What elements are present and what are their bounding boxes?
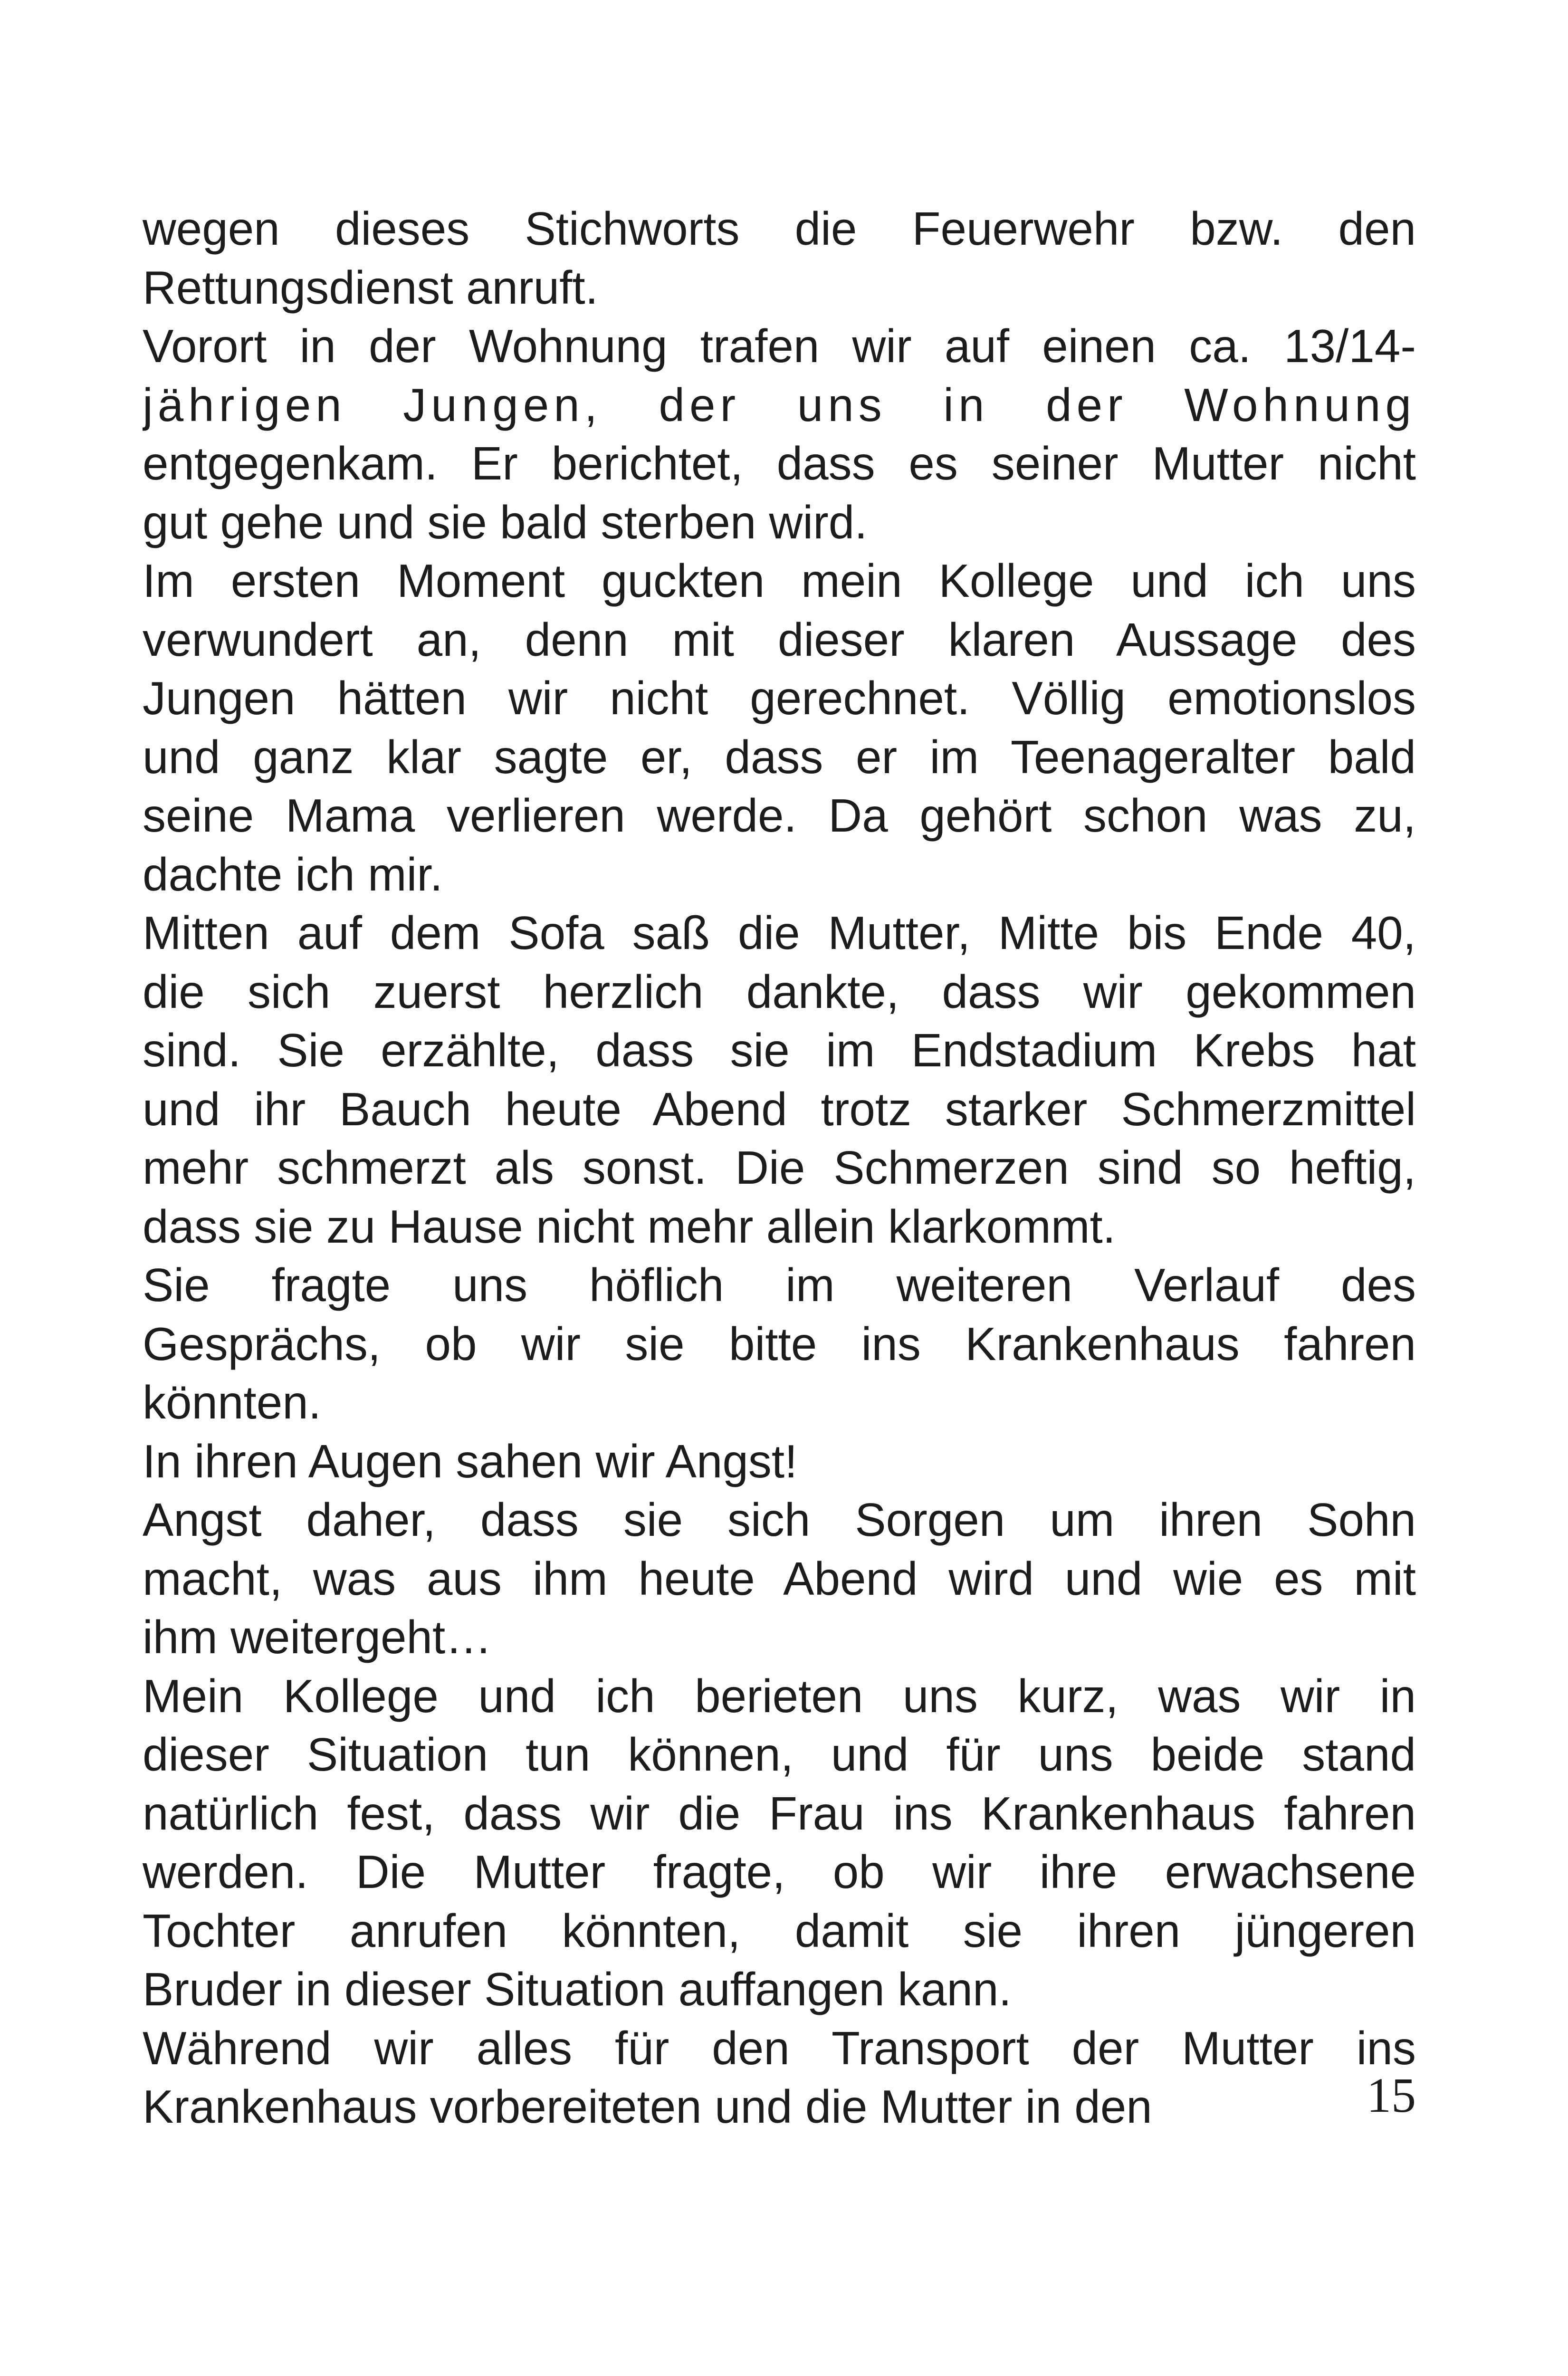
paragraph	[143, 552, 1416, 904]
page-number: 15	[1367, 2068, 1416, 2123]
text-line: gut gehe und sie bald sterben wird.	[143, 496, 868, 548]
paragraph	[143, 1256, 1416, 1432]
text-line: Sie fragte uns höflich im weiteren Verlauf des	[143, 1259, 1416, 1311]
text-line: Im ersten Moment guckten mein Kollege und ich uns	[143, 555, 1416, 607]
paragraph	[143, 1432, 1416, 1491]
text-line: Mein Kollege und ich berieten uns kurz, was wir in	[143, 1669, 1416, 1722]
text-line: sind. Sie erzählte, dass sie im Endstadium Krebs hat	[143, 1024, 1416, 1076]
text-line: Bruder in dieser Situation auffangen kann.	[143, 1963, 1012, 2015]
paragraph	[143, 904, 1416, 1256]
text-line: In ihren Augen sahen wir Angst!	[143, 1435, 798, 1487]
text-line: Gesprächs, ob wir sie bitte ins Krankenhaus fahren	[143, 1317, 1416, 1370]
text-line: und ihr Bauch heute Abend trotz starker Schmerzmittel	[143, 1083, 1416, 1135]
text-line: mehr schmerzt als sonst. Die Schmerzen sind so heftig,	[143, 1141, 1416, 1194]
text-line: entgegenkam. Er berichtet, dass es seiner Mutter nicht	[143, 437, 1416, 489]
text-line: Vorort in der Wohnung trafen wir auf einen ca. 13/14-	[143, 320, 1416, 372]
text-line: werden. Die Mutter fragte, ob wir ihre erwachsene	[143, 1846, 1416, 1898]
text-line: natürlich fest, dass wir die Frau ins Krankenhaus fahren	[143, 1787, 1416, 1839]
text-line: Rettungsdienst anruft.	[143, 261, 598, 314]
text-line: Während wir alles für den Transport der Mutter ins	[143, 2022, 1416, 2074]
text-line: Krankenhaus vorbereiteten und die Mutter in den	[143, 2080, 1152, 2133]
body-text	[143, 200, 1416, 2136]
text-line: seine Mama verlieren werde. Da gehört schon was zu,	[143, 789, 1416, 842]
text-line: Tochter anrufen könnten, damit sie ihren jüngeren	[143, 1904, 1416, 1957]
text-line: wegen dieses Stichworts die Feuerwehr bzw. den	[143, 202, 1416, 255]
text-line: verwundert an, denn mit dieser klaren Aussage des	[143, 613, 1416, 666]
text-line: Angst daher, dass sie sich Sorgen um ihren Sohn	[143, 1494, 1416, 1546]
text-line: jährigen Jungen, der uns in der Wohnung	[143, 378, 1416, 431]
text-line: Jungen hätten wir nicht gerechnet. Völlig emotionslos	[143, 672, 1416, 724]
paragraph	[143, 317, 1416, 552]
text-line: dass sie zu Hause nicht mehr allein klarkommt.	[143, 1200, 1116, 1253]
paragraph	[143, 200, 1416, 317]
text-line: ihm weitergeht…	[143, 1611, 492, 1663]
text-line: und ganz klar sagte er, dass er im Teenageralter bald	[143, 730, 1416, 783]
paragraph	[143, 2019, 1416, 2136]
paragraph	[143, 1667, 1416, 2019]
text-line: Mitten auf dem Sofa saß die Mutter, Mitte bis Ende 40,	[143, 907, 1416, 959]
text-line: die sich zuerst herzlich dankte, dass wir gekommen	[143, 965, 1416, 1018]
paragraph	[143, 1491, 1416, 1667]
text-line: dieser Situation tun können, und für uns beide stand	[143, 1728, 1416, 1781]
text-line: macht, was aus ihm heute Abend wird und wie es mit	[143, 1552, 1416, 1605]
text-line: könnten.	[143, 1376, 321, 1428]
text-line: dachte ich mir.	[143, 848, 443, 901]
